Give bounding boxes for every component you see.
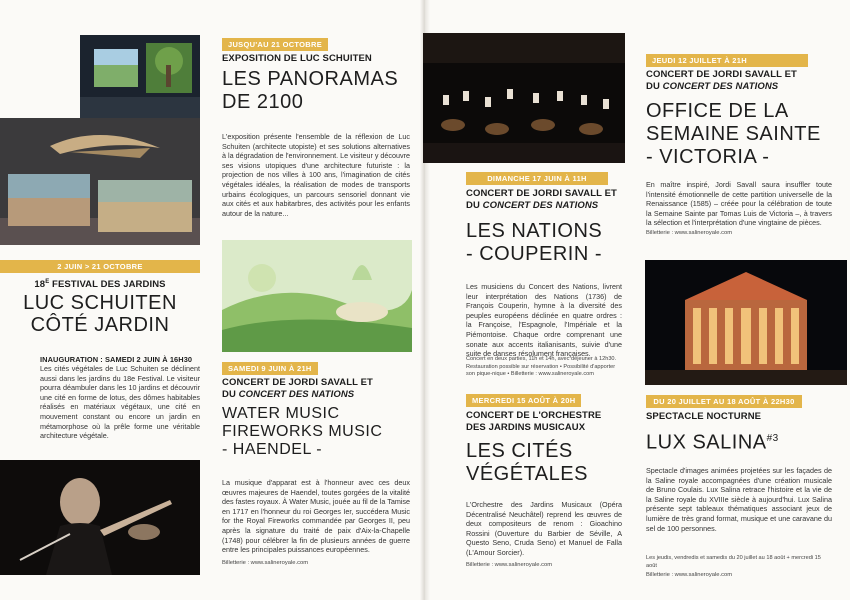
date-tag-victoria: JEUDI 12 JUILLET À 21H [646,54,808,67]
kicker-citesvegetales-line2: DES JARDINS MUSICAUX [466,422,586,433]
title-victoria-line1: OFFICE DE LA [646,100,789,122]
kicker-citesvegetales-line1: CONCERT DE L'ORCHESTRE [466,410,602,421]
saline-royale-photo [645,260,847,385]
orchestra-photo [423,33,625,163]
title-watermusic-line3: - HAENDEL - [222,441,323,458]
kicker-jardins: $18^E$ FESTIVAL DES JARDINS [34,279,166,291]
title-watermusic-line1: WATER MUSIC [222,405,340,422]
title-panoramas-line2: DE 2100 [222,91,304,113]
title-citesvegetales-line2: VÉGÉTALES [466,463,588,485]
date-tag-couperin: DIMANCHE 17 JUIN À 11H [466,172,608,185]
kicker-victoria-line2: DU CONCERT DES NATIONS [646,81,779,92]
date-tag-panoramas: JUSQU'AU 21 OCTOBRE [222,38,328,51]
garden-city-illustration [222,240,412,352]
date-tag-luxsalina: DU 20 JUILLET AU 18 AOÛT À 22H30 [646,395,802,408]
exhibition-photo-top [80,35,200,118]
body-jardins: Les cités végétales de Luc Schuiten se déclinent aussi dans les jardins du 18e Festival. Le visiteur pourra déambuler dans les 10 jardins et découvrir une cité en forme de lotus, des dômes habitables réalisés en matériaux végétaux, une cité en mouvement constant ou encore un jardin en métamorphose où la prêle forme une véritable architecture végétale. [40,364,200,441]
kicker-panoramas: EXPOSITION DE LUC SCHUITEN [222,53,372,64]
title-panoramas-line1: LES PANORAMAS [222,68,399,90]
body-luxsalina: Spectacle d'images animées projetées sur les façades de la Saline royale accompagnées d'une création musicale de Bruno Coulais. Lux Salina retrace l'histoire et la vie de la Saline royale du XVIIIe siècle à aujourd'hui. Lux Salina présente sept tableaux thématiques associant jeux de lumière de très grand format, musique et une caravane du sel de 100 personnes. [646,466,832,533]
title-couperin-line1: LES NATIONS [466,220,603,242]
title-jardins-line2: CÔTÉ JARDIN [30,314,170,336]
jordi-savall-photo [0,460,200,575]
note-luxsalina: Les jeudis, vendredis et samedis du 20 juillet au 18 août + mercredi 15 août [646,555,821,569]
kicker-watermusic-line2: DU CONCERT DES NATIONS [222,389,355,400]
title-victoria-line2: SEMAINE SAINTE [646,123,821,145]
exhibition-photo-bottom [0,118,200,245]
title-victoria-line3: - VICTORIA - [646,146,770,168]
kicker-victoria-line1: CONCERT DE JORDI SAVALL ET [646,69,797,80]
kicker-luxsalina: SPECTACLE NOCTURNE [646,411,762,422]
title-luxsalina: LUX SALINA$^{\#3}$ [646,431,779,454]
inauguration-line: INAUGURATION : SAMEDI 2 JUIN À 16H30 [40,355,193,364]
billetterie-luxsalina: Billetterie : www.salineroyale.com [646,572,733,578]
title-citesvegetales-line1: LES CITÉS [466,440,573,462]
date-tag-citesvegetales: MERCREDI 15 AOÛT À 20H [466,394,581,407]
body-citesvegetales: L'Orchestre des Jardins Musicaux (Opéra Décentralisé Neuchâtel) reprend les œuvres de deux compositeurs de renom : Gioachino Rossini (Ouverture du Barbier de Séville, A Questo Seno, Cruda Seno) et Manuel de Falla (L'Amour Sorcier). [466,500,622,557]
title-couperin-line2: - COUPERIN - [466,243,602,265]
billetterie-victoria: Billetterie : www.salineroyale.com [646,230,733,236]
body-panoramas: L'exposition présente l'ensemble de la réflexion de Luc Schuiten (architecte utopiste) et ses solutions alternatives à la dégradation de l'environnement. Le visiteur y découvre ses visions utopiques d'une architecture futuriste : la projection de nos villes à 100 ans, l'imagination de cités végétales idéales, la réalisation de modes de transports urbains écologiques, un parcours sensoriel donnant vie aux cités et aux habitarbres, des activités pour les enfants autour de la nature... [222,132,410,218]
date-tag-jardins: 2 JUIN > 21 OCTOBRE [0,260,200,273]
body-watermusic: La musique d'apparat est à l'honneur avec ces deux œuvres majeures de Haendel, toutes gorgées de la vitalité des fastes royaux. À Water Music, jouée au fil de la Tamise en 1717 en l'honneur du roi Georges Ier, succédera Music for the Royal Fireworks commandée par Georges II, peu après la signature du traité de paix d'Aix-la-Chapelle (1748) pour célébrer la fin de plusieurs années de guerre entre les principales puissances européennes. [222,478,410,555]
note-couperin: Concert en deux parties, 11h et 14h, avec déjeuner à 12h30. Restauration possible sur réservation • Possibilité d'apporter son pique-nique • Billetterie : www.salineroyale.com [466,356,617,377]
title-jardins-line1: LUC SCHUITEN [23,292,177,314]
billetterie-watermusic: Billetterie : www.salineroyale.com [222,560,309,566]
kicker-watermusic-line1: CONCERT DE JORDI SAVALL ET [222,377,373,388]
date-tag-watermusic: SAMEDI 9 JUIN À 21H [222,362,318,375]
kicker-couperin-line2: DU CONCERT DES NATIONS [466,200,599,211]
kicker-couperin-line1: CONCERT DE JORDI SAVALL ET [466,188,617,199]
body-victoria: En maître inspiré, Jordi Savall saura insuffler toute l'intensité émotionnelle de cette partition universelle de la Renaissance (1585) – créée pour la célébration de toute la Semaine Sainte par Tomas Luis de Victoria –, à travers la sélection et l'interprétation d'une vingtaine de pièces. [646,180,832,228]
title-watermusic-line2: FIREWORKS MUSIC [222,423,383,440]
billetterie-citesvegetales: Billetterie : www.salineroyale.com [466,562,553,568]
body-couperin: Les musiciens du Concert des Nations, livrent leur interprétation des Nations (1736) de François Couperin, hymne à la diversité des peuples européens déclinée en quatre ordres : la Françoise, l'Espagnole, l'Impériale et la Piémontoise. Chaque ordre comprenant une sonate aux accents italianisants, suivie d'une suite de danses résolument françaises. [466,282,622,359]
